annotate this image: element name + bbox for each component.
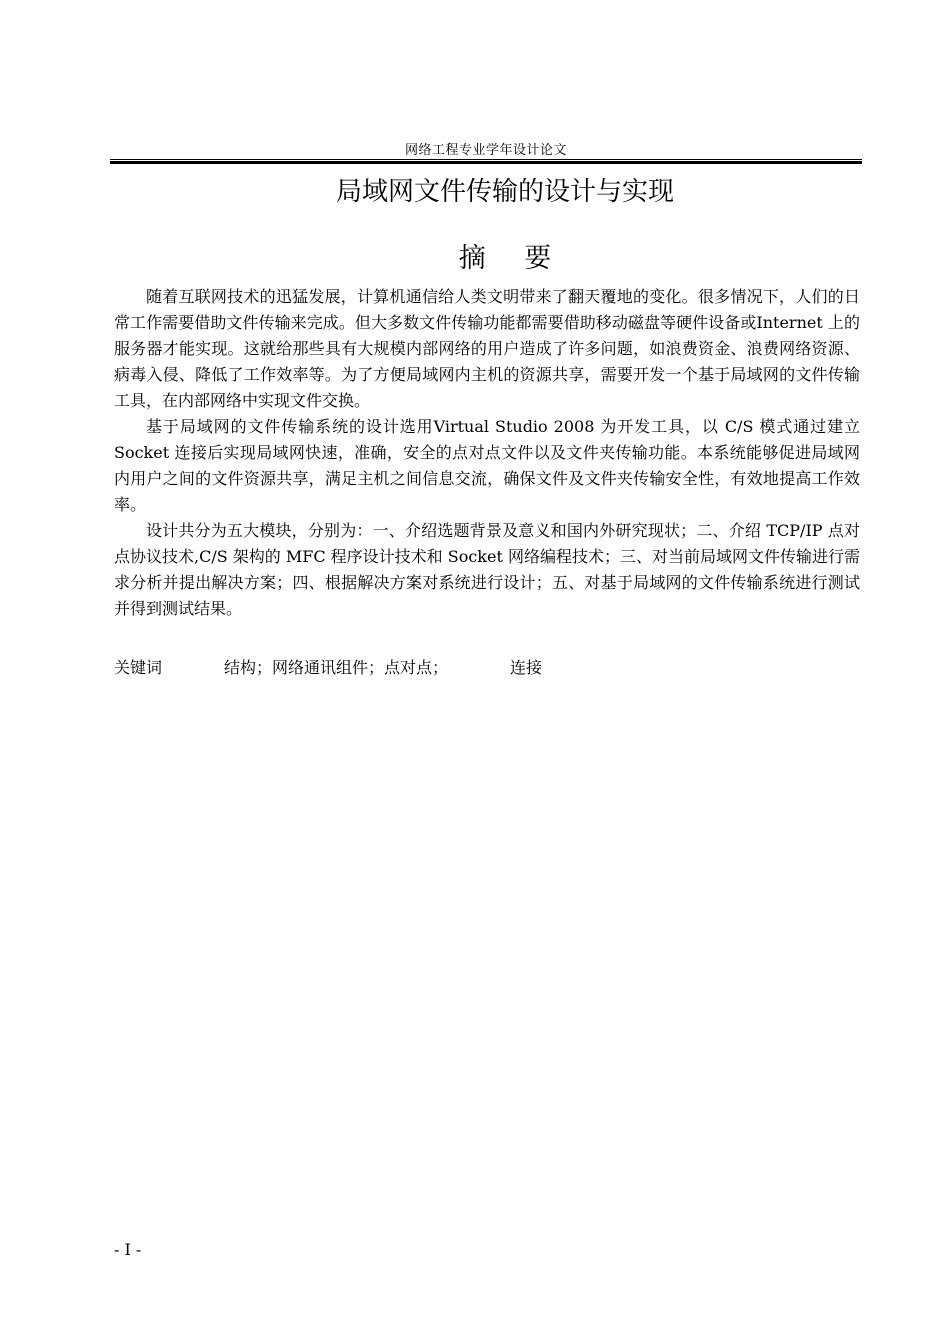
- keywords-line: [114, 655, 860, 681]
- abstract-paragraph-1: 随着互联网技术的迅猛发展，计算机通信给人类文明带来了翻天覆地的变化。很多情况下，人们的日常工作需要借助文件传输来完成。但大多数文件传输功能都需要借助移动磁盘等硬件设备或Internet 上的服务器才能实现。这就给那些具有大规模内部网络的用户造成了许多问题，如浪费资金、浪费网络资源、病毒入侵、降低了工作效率等。为了方便局域网内主机的资源共享，需要开发一个基于局域网的文件传输工具，在内部网络中实现文件交换。: [114, 287, 860, 410]
- header-rule-thick: [110, 161, 862, 164]
- page-number: - I -: [114, 1240, 142, 1259]
- keywords-label: 关键词: [114, 658, 163, 677]
- abstract-body: [114, 284, 860, 622]
- abstract-paragraph-3: 设计共分为五大模块，分别为：一、介绍选题背景及意义和国内外研究现状；二、介绍 TCP/IP 点对点协议技术,C/S 架构的 MFC 程序设计技术和 Socket 网络编程技术；三、对当前局域网文件传输进行需求分析并提出解决方案；四、根据解决方案对系统进行设计；五、对基于局域网的文件传输系统进行测试并得到测试结果。: [114, 521, 860, 618]
- abstract-paragraph-2: 基于局域网的文件传输系统的设计选用Virtual Studio 2008 为开发工具，以 C/S 模式通过建立 Socket 连接后实现局域网快速，准确，安全的点对点文件以及文件夹传输功能。本系统能够促进局域网内用户之间的文件资源共享，满足主机之间信息交流，确保文件及文件夹传输安全性，有效地提高工作效率。: [114, 417, 860, 514]
- abstract-heading: 摘 要: [458, 243, 552, 274]
- document-title: 局域网文件传输的设计与实现: [335, 177, 674, 207]
- running-header: 网络工程专业学年设计论文: [404, 143, 567, 158]
- keywords-main: 结构；网络通讯组件；点对点；: [224, 658, 449, 677]
- keywords-last: 连接: [510, 658, 543, 677]
- header-rule-thin: [110, 159, 862, 160]
